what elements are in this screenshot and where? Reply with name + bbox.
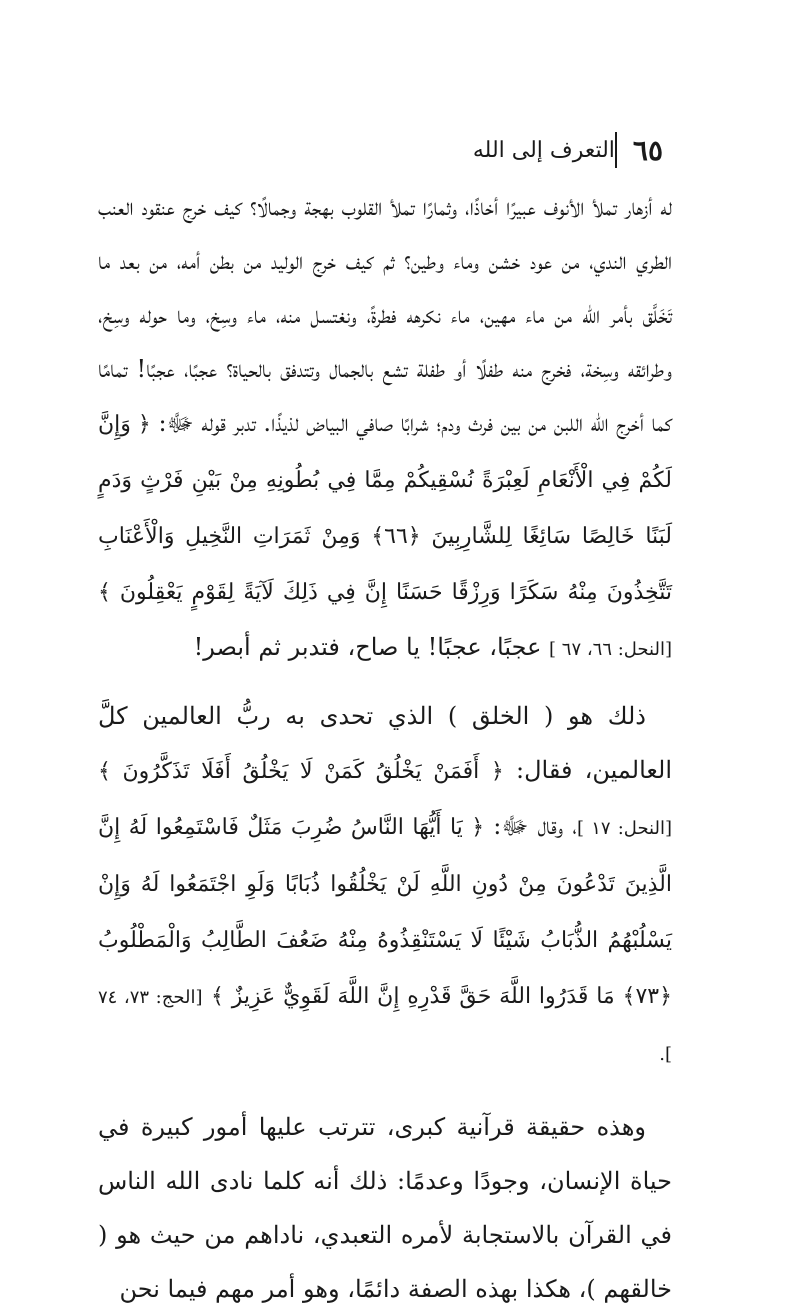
quran-verse: ﴿ يَا أَيُّهَا النَّاسُ ضُرِبَ مَثَلٌ فَاسْتَمِعُوا لَهُ إِنَّ الَّذِينَ تَدْعُونَ مِنْ دُونِ اللَّهِ لَنْ يَخْلُقُوا ذُبَابًا وَلَوِ اجْتَمَعُوا لَهُ وَإِنْ يَسْلُبْهُمُ الذُّبَابُ شَيْئًا لَا يَسْتَنْقِذُوهُ مِنْهُ ضَعُفَ الطَّالِبُ وَالْمَطْلُوبُ ﴿٧٣﴾ مَا قَدَرُوا اللَّهَ حَقَّ قَدْرِهِ إِنَّ اللَّهَ لَقَوِيٌّ عَزِيزٌ ﴾ xyxy=(98,815,672,1009)
paragraph-2-text-b: ، وقال ﷻ: xyxy=(493,812,577,840)
paragraph-1-text-b: عجبًا، عجبًا! يا صاح، فتدبر ثم أبصر! xyxy=(193,633,542,661)
verse-reference: [النحل: ١٧ ] xyxy=(576,818,672,839)
quran-verse: ﴿ أَفَمَنْ يَخْلُقُ كَمَنْ لَا يَخْلُقُ أَفَلَا تَذَكَّرُونَ ﴾ xyxy=(98,759,504,784)
paragraph-1-text-a: له أزهار تملأ الأنوف عبيرًا أخاذًا، وثمارًا تملأ القلوب بهجة وجمالًا؟ كيف خرج عنقود العنب الطري الندي، من عود خشن وماء وطين؟ ثم كيف خرج الوليد من بطن أمه، من بعد ما تَخَلَّق بأمر الله من ماء مهين، ماء نكرهه فطرةً، ونغتسل منه، ماء وسِخ، وما حوله وسِخ، وطرائقه وسِخة، فخرج منه طفلًا أو طفلة تشع بالجمال وتتدفق بالحياة؟ عجبًا، عجبًا! تمامًا كما أخرج الله اللبن من بين فرث ودم؛ شرابًا صافي البياض لذيذًا. تدبر قوله ﷻ: xyxy=(98,193,672,437)
verse-reference: [النحل: ٦٦، ٦٧ ] xyxy=(549,639,672,660)
paragraph-1 xyxy=(98,180,672,677)
verse-reference: [الحج: ٧٣، ٧٤ ]. xyxy=(98,987,672,1065)
body-text xyxy=(98,180,672,1316)
quran-verse: ﴿ وَإِنَّ لَكُمْ فِي الْأَنْعَامِ لَعِبْرَةً نُسْقِيكُمْ مِمَّا فِي بُطُونِهِ مِنْ بَيْنِ فَرْثٍ وَدَمٍ لَبَنًا خَالِصًا سَائِغًا لِلشَّارِبِينَ ﴿٦٦﴾ وَمِنْ ثَمَرَاتِ النَّخِيلِ وَالْأَعْنَابِ تَتَّخِذُونَ مِنْهُ سَكَرًا وَرِزْقًا حَسَنًا إِنَّ فِي ذَلِكَ لَآيَةً لِقَوْمٍ يَعْقِلُونَ ﴾ xyxy=(98,412,672,605)
paragraph-2-text-a: ذلك هو ( الخلق ) الذي تحدى به ربُّ العالمين كلَّ العالمين، فقال: xyxy=(98,702,672,784)
page-header xyxy=(100,130,677,170)
paragraph-2 xyxy=(98,689,672,1082)
page-number: ٦٥ xyxy=(632,133,663,167)
running-title: التعرف إلى الله xyxy=(472,137,615,163)
paragraph-3: وهذه حقيقة قرآنية كبرى، تترتب عليها أمور كبيرة في حياة الإنسان، وجودًا وعدمًا: ذلك أنه كلما نادى الله الناس في القرآن بالاستجابة لأمره التعبدي، ناداهم من حيث هو ( خالقهم )، هكذا بهذه الصفة دائمًا، وهو أمر مهم فيما نحن xyxy=(98,1113,672,1303)
header-divider xyxy=(615,132,617,168)
